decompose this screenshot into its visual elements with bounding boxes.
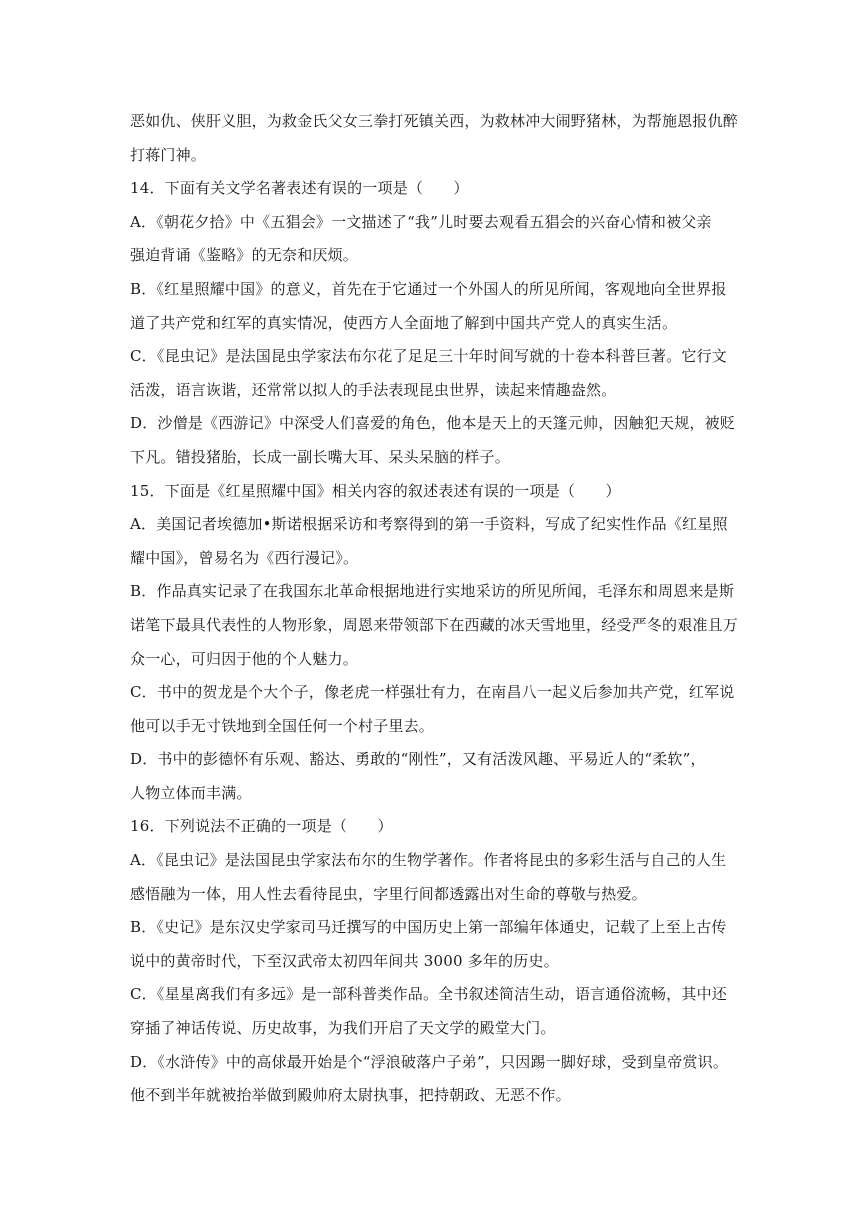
question-14-option-b: B．《红星照耀中国》的意义，首先在于它通过一个外国人的所见所闻，客观地向全世界报 (130, 279, 727, 298)
text-line: 说中的黄帝时代，下至汉武帝太初四年间共 3000 多年的历史。 (130, 951, 559, 970)
text-line: 众一心，可归因于他的个人魅力。 (130, 649, 359, 668)
question-15-stem: 15．下面是《红星照耀中国》相关内容的叙述表述有误的一项是（ ） (130, 481, 621, 500)
text-line: 打蒋门神。 (130, 145, 207, 164)
text-line: 诺笔下最具代表性的人物形象，周恩来带领部下在西藏的冰天雪地里，经受严冬的艰准且万 (130, 615, 739, 634)
question-14-option-c: C．《昆虫记》是法国昆虫学家法布尔花了足足三十年时间写就的十卷本科普巨著。它行文 (130, 347, 727, 366)
question-14-stem: 14．下面有关文学名著表述有误的一项是（ ） (130, 179, 469, 198)
question-15-option-a: A．美国记者埃德加•斯诺根据采访和考察得到的第一手资料，写成了纪实性作品《红星照 (130, 515, 728, 534)
text-line: 强迫背诵《鉴略》的无奈和厌烦。 (130, 246, 359, 265)
question-15-option-d: D．书中的彭德怀有乐观、豁达、勇敢的“刚性”，又有活泼风趣、平易近人的“柔软”， (130, 750, 706, 769)
question-15-option-b: B．作品真实记录了在我国东北革命根据地进行实地采访的所见所闻，毛泽东和周恩来是斯 (130, 582, 735, 601)
question-15-option-c: C．书中的贺龙是个大个子，像老虎一样强壮有力，在南昌八一起义后参加共产党，红军说 (130, 683, 735, 702)
question-16-option-b: B．《史记》是东汉史学家司马迁撰写的中国历史上第一部编年体通史，记载了上至上古传 (130, 918, 727, 937)
document-body (130, 105, 739, 1113)
text-line: 活泼，语言诙谐，还常常以拟人的手法表现昆虫世界，读起来情趣盎然。 (130, 380, 617, 399)
text-line: 耀中国》，曾易名为《西行漫记》。 (130, 548, 359, 567)
text-line: 感悟融为一体，用人性去看待昆虫，字里行间都透露出对生命的尊敬与热爱。 (130, 884, 647, 903)
question-14-option-a: A．《朝花夕拾》中《五猖会》一文描述了“我”儿时要去观看五猖会的兴奋心情和被父亲 (130, 212, 712, 231)
text-line: 恶如仇、侠肝义胆，为救金氏父女三拳打死镇关西，为救林冲大闹野猪林，为帮施恩报仇醉 (130, 112, 739, 130)
text-line: 穿插了神话传说、历史故事，为我们开启了天文学的殿堂大门。 (130, 1019, 556, 1038)
text-line: 下凡。错投猪胎，长成一副长嘴大耳、呆头呆脑的样子。 (130, 447, 511, 466)
question-16-option-d: D．《水浒传》中的高俅最开始是个“浮浪破落户子弟”，只因踢一脚好球，受到皇帝赏识。 (130, 1052, 729, 1071)
text-line: 道了共产党和红军的真实情况，使西方人全面地了解到中国共产党人的真实生活。 (130, 313, 678, 332)
question-16-stem: 16．下列说法不正确的一项是（ ） (130, 817, 393, 836)
question-14-option-d: D．沙僧是《西游记》中深受人们喜爱的角色，他本是天上的天篷元帅，因触犯天规，被贬 (130, 414, 736, 433)
text-line: 人物立体而丰满。 (130, 783, 252, 802)
question-16-option-a: A．《昆虫记》是法国昆虫学家法布尔的生物学著作。作者将昆虫的多彩生活与自己的人生 (130, 851, 727, 870)
text-line: 他不到半年就被抬举做到殿帅府太尉执事，把持朝政、无恶不作。 (130, 1086, 571, 1105)
text-line: 他可以手无寸铁地到全国任何一个村子里去。 (130, 716, 435, 735)
question-16-option-c: C．《星星离我们有多远》是一部科普类作品。全书叙述简洁生动，语言通俗流畅，其中还 (130, 985, 727, 1004)
